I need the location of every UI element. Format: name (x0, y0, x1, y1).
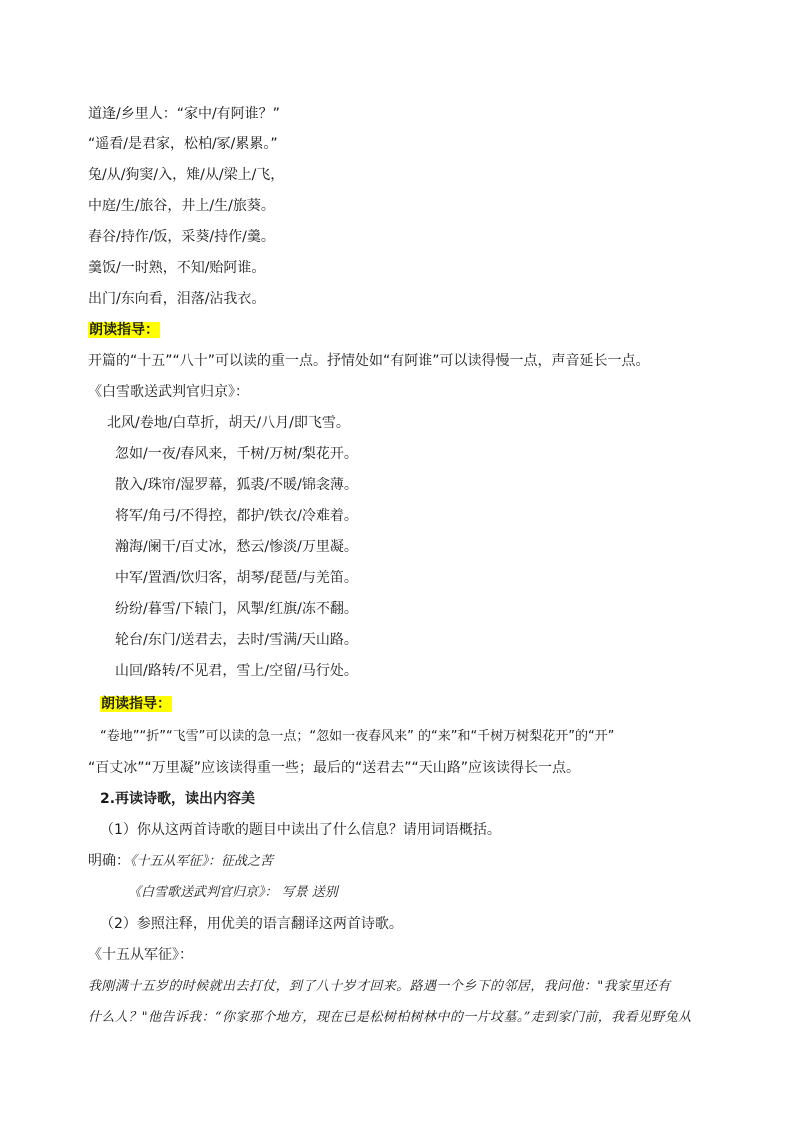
poem1-line: 舂谷/持作/饭，采葵/持作/羹。 (88, 229, 275, 245)
poem1-line: 中庭/生/旅谷，井上/生/旅葵。 (88, 198, 275, 214)
poem1-line: 道逢/乡里人：“家中/有阿谁？” (88, 106, 280, 122)
poem1-line: 出门/东向看，泪落/沾我衣。 (88, 291, 266, 307)
translation-line: 什么人？"他告诉我：“你家那个地方，现在已是松树柏树林中的一片坟墓。”走到家门前，我看见野兔从 (88, 1010, 692, 1025)
poem1-line: 羹饭/一时熟，不知/贻阿谁。 (88, 260, 266, 276)
section-heading: 2.再读诗歌，读出内容美 (100, 791, 256, 807)
reading-guide-text: “百丈冰”“万里凝”应该读得重一些；最后的“送君去”“天山路”应该读得长一点。 (88, 760, 581, 776)
answer-text: 《十五从军征》：征战之苦 (130, 854, 274, 869)
poem2-line: 将军/角弓/不得控，都护/铁衣/冷难着。 (115, 508, 358, 524)
poem2-title: 《白雪歌送武判官归京》： (88, 384, 249, 400)
answer-label: 明确： (88, 853, 130, 869)
reading-guide-label (88, 319, 160, 341)
reading-guide-label-text: 朗读指导： (101, 696, 171, 712)
reading-guide-label (100, 693, 172, 715)
question-2-title: 《十五从军征》： (88, 947, 193, 963)
poem2-line: 瀚海/阑干/百丈冰，愁云/惨淡/万里凝。 (115, 539, 358, 555)
answer-1-line-2: 《白雪歌送武判官归京》： 写景 送别 (128, 885, 338, 900)
answer-1 (88, 850, 273, 873)
poem2-line: 山回/路转/不见君，雪上/空留/马行处。 (115, 663, 358, 679)
translation-line: 我刚满十五岁的时候就出去打仗，到了八十岁才回来。路遇一个乡下的邻居，我问他："我家里还有 (88, 979, 671, 994)
question-1: （1）你从这两首诗歌的题目中读出了什么信息？请用词语概括。 (100, 822, 501, 838)
reading-guide-text: 开篇的“十五”“八十”可以读的重一点。抒情处如“有阿谁”可以读得慢一点，声音延长一点。 (88, 353, 650, 369)
reading-guide-label-text: 朗读指导： (89, 322, 159, 338)
poem1-line: 兔/从/狗窦/入，雉/从/梁上/飞， (88, 167, 285, 183)
poem2-line: 轮台/东门/送君去，去时/雪满/天山路。 (115, 632, 358, 648)
question-2: （2）参照注释，用优美的语言翻译这两首诗歌。 (100, 916, 403, 932)
poem2-line: 忽如/一夜/春风来，千树/万树/梨花开。 (115, 446, 358, 462)
poem2-line: 纷纷/暮雪/下辕门，风掣/红旗/冻不翻。 (115, 601, 358, 617)
poem2-line: 散入/珠帘/湿罗幕，狐裘/不暖/锦衾薄。 (115, 477, 358, 493)
reading-guide-text: “卷地”“折”“飞雪”可以读的急一点；“忽如一夜春风来” 的“来”和“千树万树梨花开”的“开” (100, 729, 615, 744)
poem1-line: “遥看/是君家，松柏/冢/累累。” (88, 136, 278, 152)
poem2-line: 北风/卷地/白草折，胡天/八月/即飞雪。 (107, 415, 350, 431)
poem2-line: 中军/置酒/饮归客，胡琴/琵琶/与羌笛。 (115, 570, 358, 586)
